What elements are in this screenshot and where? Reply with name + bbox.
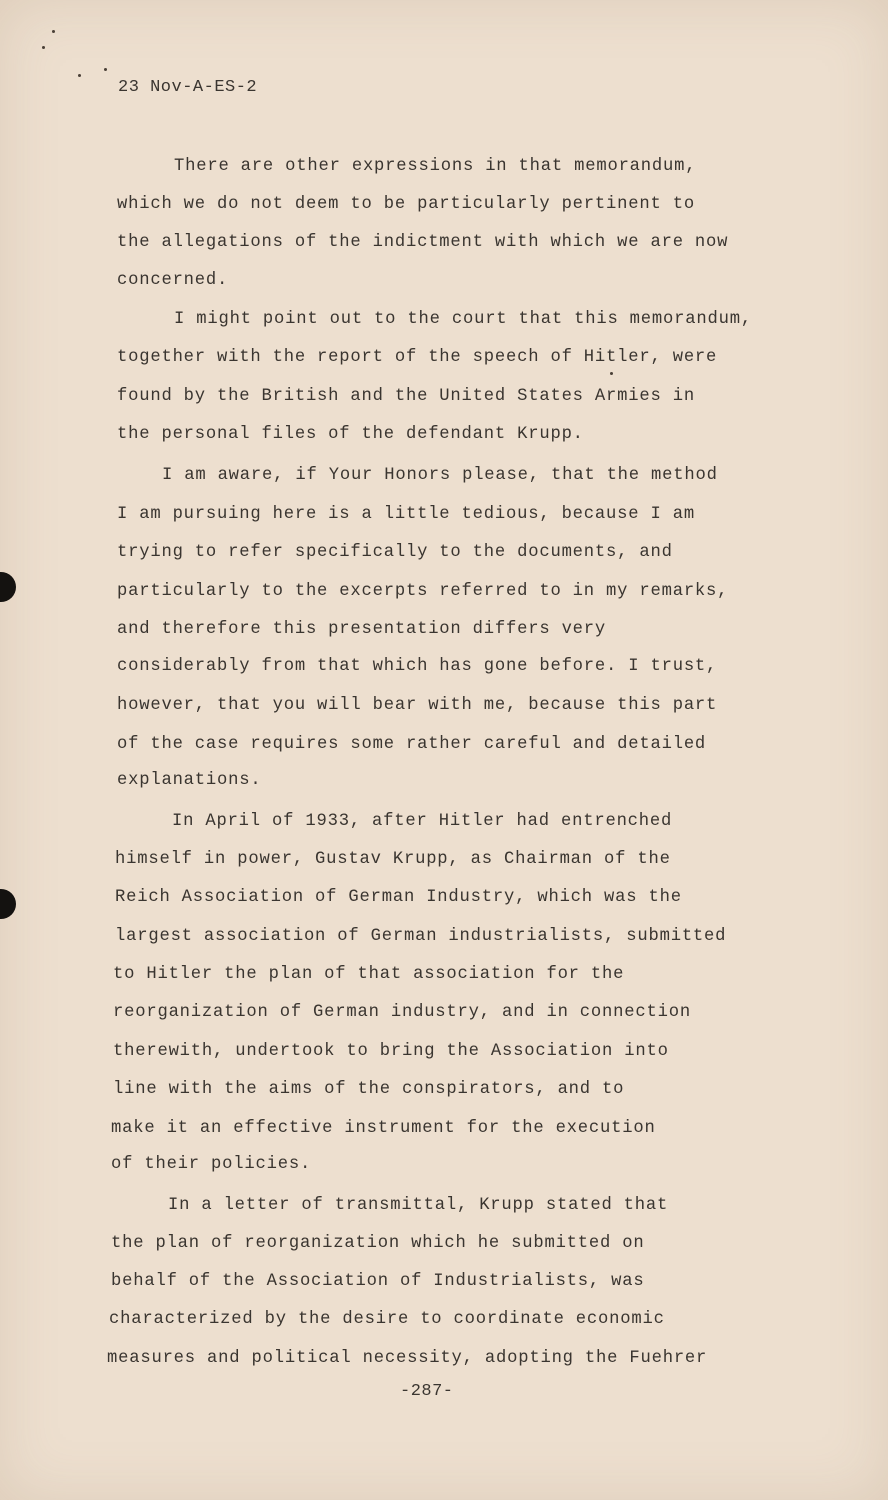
text-line: Reich Association of German Industry, which was the (115, 888, 682, 907)
text-line: which we do not deem to be particularly pertinent to (117, 195, 695, 214)
text-line: There are other expressions in that memorandum, (174, 157, 697, 176)
text-line: considerably from that which has gone before. I trust, (117, 657, 718, 676)
text-line: the personal files of the defendant Krupp. (117, 425, 584, 444)
text-line: however, that you will bear with me, because this part (117, 696, 718, 715)
text-line: largest association of German industrialists, submitted (115, 927, 727, 946)
punch-hole (0, 572, 16, 602)
page-number: -287- (400, 1382, 454, 1401)
text-line: explanations. (117, 771, 262, 790)
text-line: In April of 1933, after Hitler had entrenched (172, 812, 673, 831)
document-header: 23 Nov-A-ES-2 (118, 78, 258, 97)
text-line: characterized by the desire to coordinate economic (109, 1310, 665, 1329)
text-line: In a letter of transmittal, Krupp stated that (168, 1196, 669, 1215)
text-line: found by the British and the United States Armies in (117, 387, 695, 406)
text-line: particularly to the excerpts referred to in my remarks, (117, 582, 729, 601)
text-line: himself in power, Gustav Krupp, as Chairman of the (115, 850, 671, 869)
text-line: concerned. (117, 271, 229, 290)
speck (42, 46, 45, 49)
punch-hole (0, 889, 16, 919)
text-line: measures and political necessity, adopting the Fuehrer (107, 1349, 708, 1368)
speck (104, 68, 107, 71)
text-line: and therefore this presentation differs very (117, 620, 607, 639)
text-line: to Hitler the plan of that association for the (113, 965, 625, 984)
speck (78, 74, 81, 77)
text-line: line with the aims of the conspirators, and to (113, 1080, 625, 1099)
text-line: I might point out to the court that this memorandum, (174, 310, 752, 329)
text-line: together with the report of the speech of Hitler, were (117, 348, 718, 367)
speck (52, 30, 55, 33)
text-line: behalf of the Association of Industrialists, was (111, 1272, 645, 1291)
text-line: the allegations of the indictment with which we are now (117, 233, 729, 252)
text-line: the plan of reorganization which he submitted on (111, 1234, 645, 1253)
text-line: make it an effective instrument for the execution (111, 1119, 656, 1138)
text-line: I am pursuing here is a little tedious, because I am (117, 505, 695, 524)
text-line: of the case requires some rather careful and detailed (117, 735, 707, 754)
speck (610, 372, 613, 375)
text-line: trying to refer specifically to the documents, and (117, 543, 673, 562)
text-line: of their policies. (111, 1155, 312, 1174)
text-line: reorganization of German industry, and in connection (113, 1003, 691, 1022)
text-line: I am aware, if Your Honors please, that the method (162, 466, 718, 485)
text-line: therewith, undertook to bring the Association into (113, 1042, 669, 1061)
